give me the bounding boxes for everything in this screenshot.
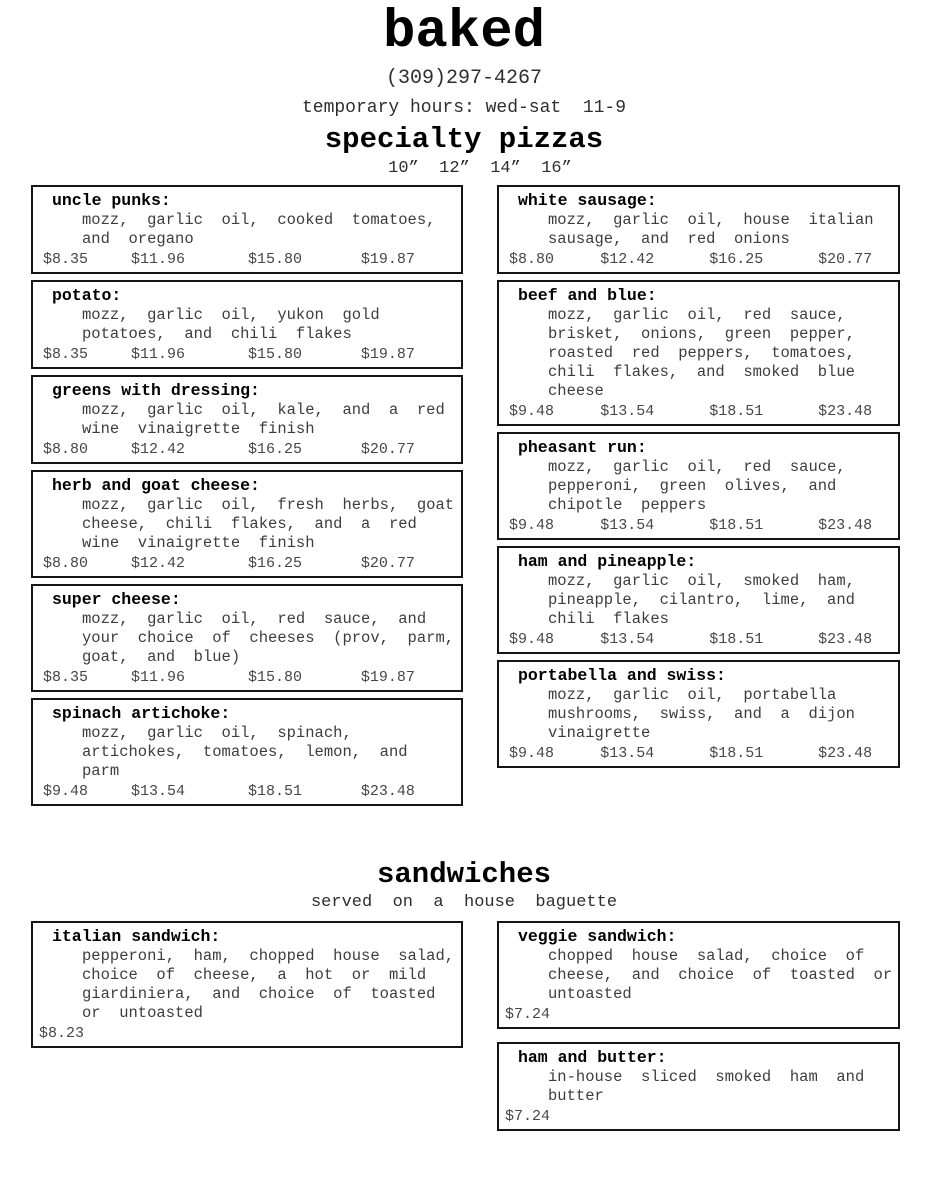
- price-14: $15.80: [247, 346, 302, 363]
- pizza-item-beef-and-blue: [497, 280, 900, 426]
- pizza-item-white-sausage: [497, 185, 900, 274]
- sandwich-column-right: [497, 921, 900, 1131]
- sandwich-item-ham-and-butter: [497, 1042, 900, 1131]
- pizza-item-ham-and-pineapple: [497, 546, 900, 654]
- price-10: $8.80: [509, 251, 555, 268]
- price-16: $20.77: [360, 441, 415, 458]
- price-16: $20.77: [360, 555, 415, 572]
- price-10: $9.48: [43, 783, 89, 800]
- price-16: $23.48: [818, 403, 873, 420]
- pizza-grid: [31, 185, 928, 806]
- price-row: [505, 630, 894, 649]
- price-14: $16.25: [247, 555, 302, 572]
- price-14: $18.51: [709, 631, 764, 648]
- price-row: [505, 402, 894, 421]
- price-14: $16.25: [709, 251, 764, 268]
- price-16: $23.48: [818, 517, 873, 534]
- pizza-item-herb-and-goat-cheese: [31, 470, 463, 578]
- price-12: $12.42: [600, 251, 655, 268]
- item-name: greens with dressing:: [52, 381, 260, 400]
- price-16: $19.87: [360, 251, 415, 268]
- price: $8.23: [39, 1025, 85, 1042]
- item-name: pheasant run:: [518, 438, 647, 457]
- price-14: $18.51: [247, 783, 302, 800]
- price-10: $8.80: [43, 555, 89, 572]
- item-description: in-house sliced smoked ham and butter: [548, 1068, 865, 1105]
- sandwich-grid: [31, 921, 928, 1131]
- pizza-item-uncle-punks: [31, 185, 463, 274]
- item-name: white sausage:: [518, 191, 657, 210]
- price-14: $16.25: [247, 441, 302, 458]
- price-12: $13.54: [600, 403, 655, 420]
- price-16: $19.87: [360, 346, 415, 363]
- item-description: mozz, garlic oil, smoked ham, pineapple, cilantro, lime, and chili flakes: [548, 572, 855, 628]
- price-10: $8.80: [43, 441, 89, 458]
- item-description: mozz, garlic oil, portabella mushrooms, swiss, and a dijon vinaigrette: [548, 686, 855, 742]
- item-name: veggie sandwich:: [518, 927, 677, 946]
- sizes-header: 10” 12” 14” 16”: [388, 159, 572, 178]
- item-name: herb and goat cheese:: [52, 476, 260, 495]
- sandwiches-section: [0, 858, 928, 1131]
- price-12: $12.42: [130, 441, 185, 458]
- price-14: $18.51: [709, 403, 764, 420]
- price-10: $9.48: [509, 631, 555, 648]
- price-12: $13.54: [600, 631, 655, 648]
- pizza-item-super-cheese: [31, 584, 463, 692]
- item-name: italian sandwich:: [52, 927, 221, 946]
- price-row: [39, 668, 457, 687]
- pizza-item-portabella-and-swiss: [497, 660, 900, 768]
- item-description: mozz, garlic oil, kale, and a red wine vinaigrette finish: [82, 401, 445, 438]
- item-description: mozz, garlic oil, yukon gold potatoes, and chili flakes: [82, 306, 380, 343]
- price-12: $11.96: [130, 346, 185, 363]
- pizza-column-left: [31, 185, 463, 806]
- price-10: $8.35: [43, 346, 89, 363]
- pizza-item-greens-with-dressing: [31, 375, 463, 464]
- price-row: [505, 250, 894, 269]
- sandwich-item-italian: [31, 921, 463, 1048]
- price-12: $13.54: [600, 745, 655, 762]
- price-16: $23.48: [818, 745, 873, 762]
- item-description: mozz, garlic oil, red sauce, pepperoni, green olives, and chipotle peppers: [548, 458, 846, 514]
- price-12: $11.96: [130, 669, 185, 686]
- item-name: portabella and swiss:: [518, 666, 726, 685]
- price-12: $11.96: [130, 251, 185, 268]
- sandwich-column-left: [31, 921, 463, 1048]
- item-name: spinach artichoke:: [52, 704, 231, 723]
- item-name: ham and butter:: [518, 1048, 667, 1067]
- price-10: $8.35: [43, 669, 89, 686]
- price-row: [39, 440, 457, 459]
- pizza-column-right: [497, 185, 900, 768]
- price-14: $15.80: [247, 251, 302, 268]
- item-description: mozz, garlic oil, red sauce, and your choice of cheeses (prov, parm, goat, and blue): [82, 610, 455, 666]
- price-16: $23.48: [818, 631, 873, 648]
- price-14: $18.51: [709, 517, 764, 534]
- price-10: $9.48: [509, 745, 555, 762]
- section-title-pizzas: specialty pizzas: [324, 123, 604, 156]
- price-12: $12.42: [130, 555, 185, 572]
- sandwiches-subtitle: served on a house baguette: [310, 893, 618, 912]
- price-16: $23.48: [360, 783, 415, 800]
- item-description: mozz, garlic oil, cooked tomatoes, and oregano: [82, 211, 436, 248]
- pizza-item-pheasant-run: [497, 432, 900, 540]
- page-title: baked: [382, 2, 546, 63]
- price-16: $19.87: [360, 669, 415, 686]
- phone-number: (309)297-4267: [385, 67, 543, 90]
- price-row: [39, 345, 457, 364]
- price-row: [505, 516, 894, 535]
- item-name: uncle punks:: [52, 191, 171, 210]
- price-row: [39, 782, 457, 801]
- price-10: $8.35: [43, 251, 89, 268]
- hours-note: temporary hours: wed-sat 11-9: [301, 98, 627, 118]
- price-12: $13.54: [130, 783, 185, 800]
- price: $7.24: [505, 1108, 551, 1125]
- price-14: $18.51: [709, 745, 764, 762]
- item-description: chopped house salad, choice of cheese, and choice of toasted or untoasted: [548, 947, 893, 1003]
- item-description: mozz, garlic oil, spinach, artichokes, tomatoes, lemon, and parm: [82, 724, 408, 780]
- item-description: mozz, garlic oil, fresh herbs, goat cheese, chili flakes, and a red wine vinaigrette finish: [82, 496, 455, 552]
- price-row: [505, 744, 894, 763]
- pizza-item-potato: [31, 280, 463, 369]
- price: $7.24: [505, 1006, 551, 1023]
- section-title-sandwiches: sandwiches: [376, 858, 552, 891]
- price-row: [39, 250, 457, 269]
- item-description: mozz, garlic oil, red sauce, brisket, onions, green pepper, roasted red peppers, tomatoes, chili flakes, and smoked blue cheese: [548, 306, 855, 400]
- item-description: pepperoni, ham, chopped house salad, choice of cheese, a hot or mild giardiniera, and choice of toasted or untoasted: [82, 947, 455, 1022]
- item-name: potato:: [52, 286, 122, 305]
- item-name: beef and blue:: [518, 286, 657, 305]
- price-12: $13.54: [600, 517, 655, 534]
- price-14: $15.80: [247, 669, 302, 686]
- item-name: ham and pineapple:: [518, 552, 697, 571]
- price-16: $20.77: [818, 251, 873, 268]
- price-row: [39, 554, 457, 573]
- pizza-item-spinach-artichoke: [31, 698, 463, 806]
- item-description: mozz, garlic oil, house italian sausage, and red onions: [548, 211, 874, 248]
- item-name: super cheese:: [52, 590, 181, 609]
- price-10: $9.48: [509, 517, 555, 534]
- sandwich-item-veggie: [497, 921, 900, 1029]
- price-10: $9.48: [509, 403, 555, 420]
